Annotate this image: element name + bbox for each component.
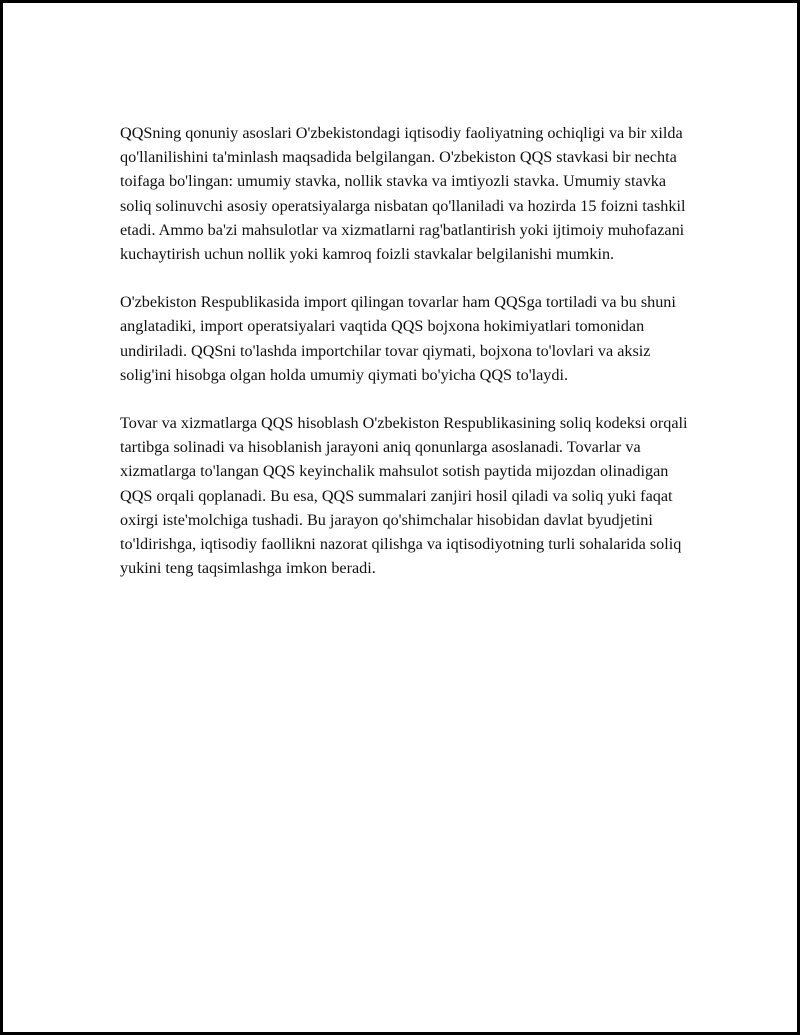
paragraph-1: QQSning qonuniy asoslari O'zbekistondagi iqtisodiy faoliyatning ochiqligi va bir xilda qo'llanilishini ta'minlash maqsadida belgilangan. O'zbekiston QQS stavkasi bir nechta toifaga bo'lingan: umumiy stavka, nollik stavka va imtiyozli stavka. Umumiy stavka soliq solinuvchi asosiy operatsiyalarga nisbatan qo'llaniladi va hozirda 15 foizni tashkil etadi. Ammo ba'zi mahsulotlar va xizmatlarni rag'batlantirish yoki ijtimoiy muhofazani kuchaytirish uchun nollik yoki kamroq foizli stavkalar belgilanishi mumkin. [120,124,686,264]
paragraph-3: Tovar va xizmatlarga QQS hisoblash O'zbekiston Respublikasining soliq kodeksi orqali tartibga solinadi va hisoblanish jarayoni aniq qonunlarga asoslanadi. Tovarlar va xizmatlarga to'langan QQS keyinchalik mahsulot sotish paytida mijozdan olinadigan QQS orqali qoplanadi. Bu esa, QQS summalari zanjiri hosil qiladi va soliq yuki faqat oxirgi iste'molchiga tushadi. Bu jarayon qo'shimchalar hisobidan davlat byudjetini to'ldirishga, iqtisodiy faollikni nazorat qilishga va iqtisodiyotning turli sohalarida soliq yukini teng taqsimlashga imkon beradi. [120,414,688,578]
document-body [120,121,700,604]
paragraph-2: O'zbekiston Respublikasida import qilingan tovarlar ham QQSga tortiladi va bu shuni anglatadiki, import operatsiyalari vaqtida QQS bojxona hokimiyatlari tomonidan undiriladi. QQSni to'lashda importchilar tovar qiymati, bojxona to'lovlari va aksiz solig'ini hisobga olgan holda umumiy qiymati bo'yicha QQS to'laydi. [120,293,676,384]
